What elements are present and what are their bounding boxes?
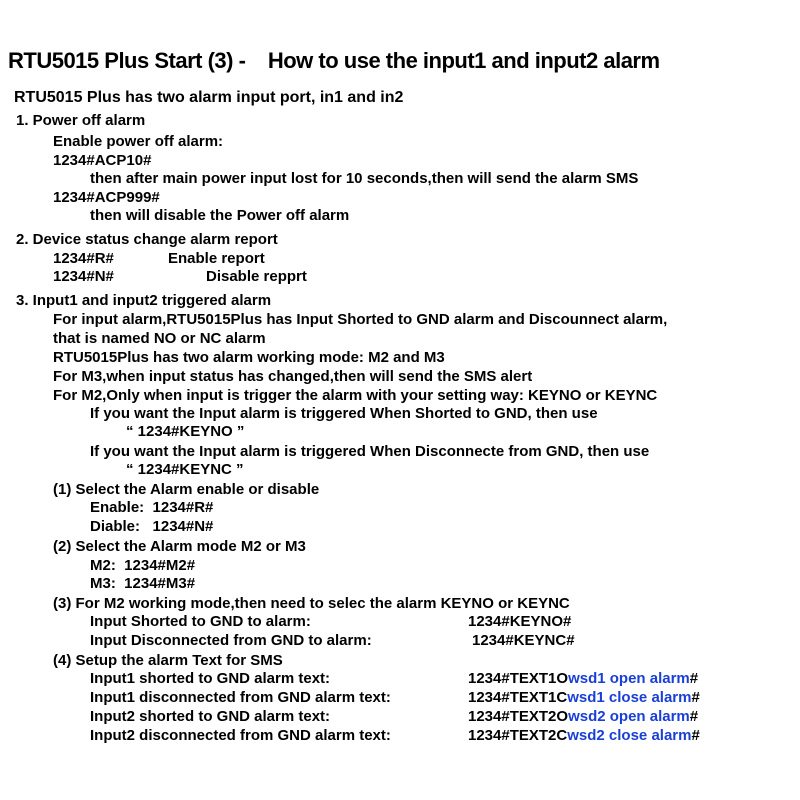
section1-heading: 1. Power off alarm [16, 112, 146, 129]
intro-text: RTU5015 Plus has two alarm input port, in1 and in2 [14, 89, 404, 106]
step1-disable: Diable: 1234#N# [90, 518, 214, 535]
cmd-prefix: 1234#TEXT1C [468, 689, 568, 706]
step4-row-label: Input2 disconnected from GND alarm text: [90, 727, 391, 744]
section3-p7: If you want the Input alarm is triggered When Disconnecte from GND, then use [90, 443, 650, 460]
section2-cmd-disable: 1234#N# [53, 268, 114, 285]
section3-p6: If you want the Input alarm is triggered When Shorted to GND, then use [90, 405, 598, 422]
step3-row1-label: Input Shorted to GND to alarm: [90, 613, 311, 630]
cmd-suffix: # [689, 708, 699, 725]
cmd-suffix: # [689, 670, 699, 687]
step3-row2-label: Input Disconnected from GND to alarm: [90, 632, 372, 649]
step4-row-cmd [468, 689, 700, 707]
step2-heading: (2) Select the Alarm mode M2 or M3 [53, 538, 306, 555]
step4-heading: (4) Setup the alarm Text for SMS [53, 652, 283, 669]
section3-p5: For M2,Only when input is trigger the alarm with your setting way: KEYNO or KEYNC [53, 387, 658, 404]
step4-row-label: Input1 disconnected from GND alarm text: [90, 689, 391, 706]
step1-heading: (1) Select the Alarm enable or disable [53, 481, 320, 498]
section3-p7-cmd: “ 1234#KEYNC ” [126, 461, 244, 478]
section3-p6-cmd: “ 1234#KEYNO ” [126, 423, 245, 440]
step2-m3: M3: 1234#M3# [90, 575, 196, 592]
section1-desc-disable: then will disable the Power off alarm [90, 207, 350, 224]
cmd-prefix: 1234#TEXT1O [468, 670, 569, 687]
cmd-prefix: 1234#TEXT2O [468, 708, 569, 725]
step4-row-cmd [468, 727, 700, 745]
step3-heading: (3) For M2 working mode,then need to selec the alarm KEYNO or KEYNC [53, 595, 570, 612]
section1-enable-label: Enable power off alarm: [53, 133, 224, 150]
step1-enable: Enable: 1234#R# [90, 499, 214, 516]
section3-heading: 3. Input1 and input2 triggered alarm [16, 292, 272, 309]
step2-m2: M2: 1234#M2# [90, 557, 196, 574]
step3-row2-cmd: 1234#KEYNC# [472, 632, 575, 649]
section3-p1: For input alarm,RTU5015Plus has Input Shorted to GND alarm and Discounnect alarm, [53, 311, 668, 328]
step4-row-cmd [468, 670, 698, 688]
alarm-text: wsd1 open alarm [568, 670, 690, 687]
alarm-text: wsd1 close alarm [567, 689, 692, 706]
step3-row1-cmd: 1234#KEYNO# [468, 613, 572, 630]
section2-desc-enable: Enable report [168, 250, 265, 267]
step4-row-cmd [468, 708, 698, 726]
section3-p4: For M3,when input status has changed,then will send the SMS alert [53, 368, 533, 385]
section1-cmd-disable: 1234#ACP999# [53, 189, 160, 206]
section2-heading: 2. Device status change alarm report [16, 231, 278, 248]
cmd-prefix: 1234#TEXT2C [468, 727, 568, 744]
step4-row-label: Input2 shorted to GND alarm text: [90, 708, 331, 725]
section3-p3: RTU5015Plus has two alarm working mode: M2 and M3 [53, 349, 445, 366]
cmd-suffix: # [691, 727, 700, 744]
section3-p2: that is named NO or NC alarm [53, 330, 266, 347]
cmd-suffix: # [691, 689, 700, 706]
page-title: RTU5015 Plus Start (3) - How to use the input1 and input2 alarm [8, 48, 660, 73]
section2-desc-disable: Disable repprt [206, 268, 307, 285]
section2-cmd-enable: 1234#R# [53, 250, 114, 267]
section1-desc-enable: then after main power input lost for 10 seconds,then will send the alarm SMS [90, 170, 639, 187]
section1-cmd-enable: 1234#ACP10# [53, 152, 152, 169]
alarm-text: wsd2 close alarm [567, 727, 692, 744]
step4-row-label: Input1 shorted to GND alarm text: [90, 670, 331, 687]
alarm-text: wsd2 open alarm [568, 708, 690, 725]
